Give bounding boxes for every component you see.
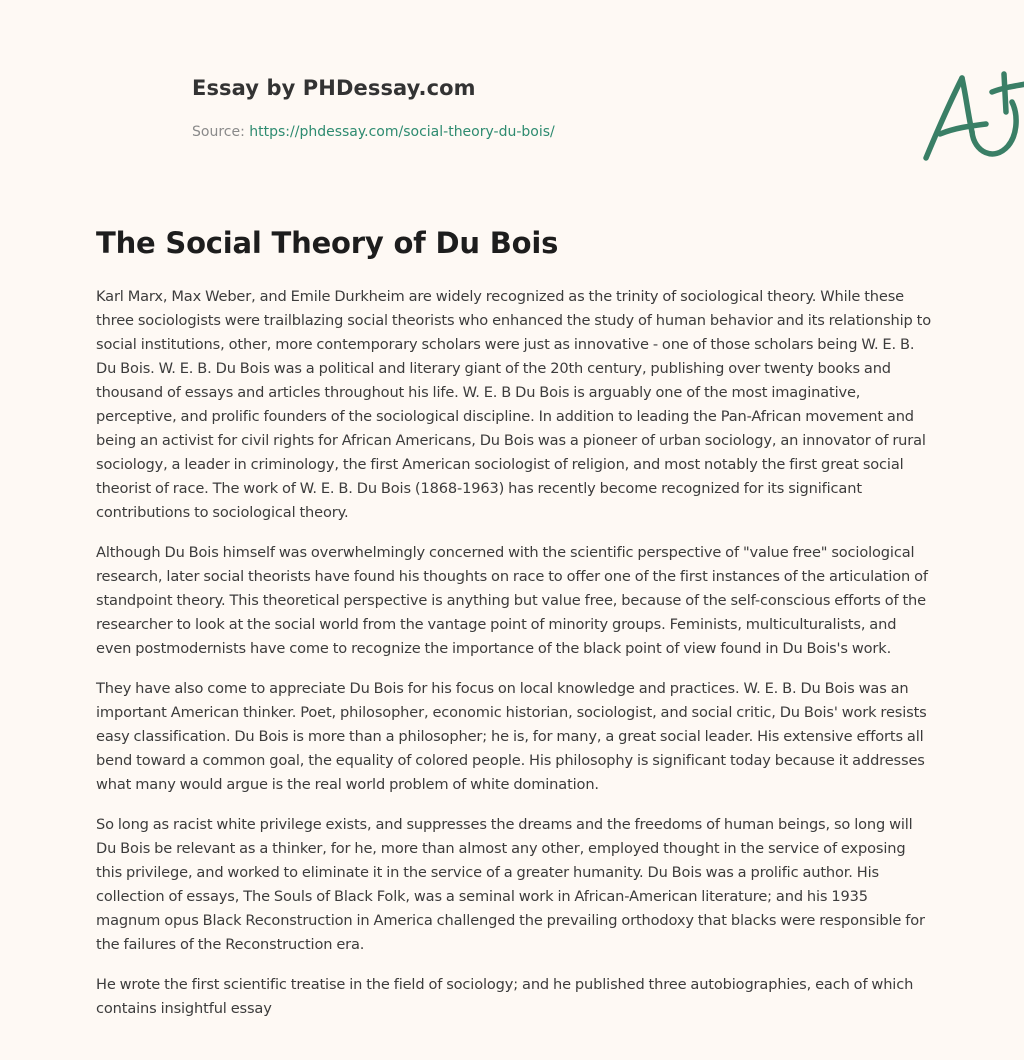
source-line — [192, 124, 555, 140]
document-title: The Social Theory of Du Bois — [96, 226, 559, 260]
paragraph-5: He wrote the first scientific treatise in the field of sociology; and he published three autobiographies, each of which contains insightful essay — [96, 976, 914, 1017]
paragraph-1: Karl Marx, Max Weber, and Emile Durkheim are widely recognized as the trinity of sociological theory. While these three sociologists were trailblazing social theorists who enhanced the study of human behavior and its relationship to social institutions, other, more contemporary scholars were just as innovative - one of those scholars being W. E. B. Du Bois. W. E. B. Du Bois was a political and literary giant of the 20th century, publishing over twenty books and thousand of essays and articles throughout his life. W. E. B Du Bois is arguably one of the most imaginative, perceptive, and prolific founders of the sociological discipline. In addition to leading the Pan-African movement and being an activist for civil rights for African Americans, Du Bois was a pioneer of urban sociology, an innovator of rural sociology, a leader in criminology, the first American sociologist of religion, and most notably the first great social theorist of race. The work of W. E. B. Du Bois (1868-1963) has recently become recognized for its significant contributions to sociological theory. — [96, 288, 931, 521]
document-body — [96, 285, 932, 1037]
source-label: Source: — [192, 124, 245, 140]
paragraph-3: They have also come to appreciate Du Bois for his focus on local knowledge and practices. W. E. B. Du Bois was an important American thinker. Poet, philosopher, economic historian, sociologist, and social critic, Du Bois' work resists easy classification. Du Bois is more than a philosopher; he is, for many, a great social leader. His extensive efforts all bend toward a common goal, the equality of colored people. His philosophy is significant today because it addresses what many would argue is the real world problem of white domination. — [96, 680, 927, 793]
page-header — [96, 0, 928, 200]
site-title: Essay by PHDessay.com — [192, 76, 476, 100]
paragraph-2: Although Du Bois himself was overwhelmingly concerned with the scientific perspective of "value free" sociological research, later social theorists have found his thoughts on race to offer one of the first instances of the articulation of standpoint theory. This theoretical perspective is anything but value free, because of the self-conscious efforts of the researcher to look at the social world from the vantage point of minority groups. Feminists, multiculturalists, and even postmodernists have come to recognize the importance of the black point of view found in Du Bois's work. — [96, 544, 928, 657]
a-plus-grade-icon — [918, 66, 1024, 166]
source-link[interactable]: https://phdessay.com/social-theory-du-bois/ — [249, 124, 555, 140]
paragraph-4: So long as racist white privilege exists, and suppresses the dreams and the freedoms of human beings, so long will Du Bois be relevant as a thinker, for he, more than almost any other, employed thought in the service of exposing this privilege, and worked to eliminate it in the service of a greater humanity. Du Bois was a prolific author. His collection of essays, The Souls of Black Folk, was a seminal work in African-American literature; and his 1935 magnum opus Black Reconstruction in America challenged the prevailing orthodoxy that blacks were responsible for the failures of the Reconstruction era. — [96, 816, 925, 953]
